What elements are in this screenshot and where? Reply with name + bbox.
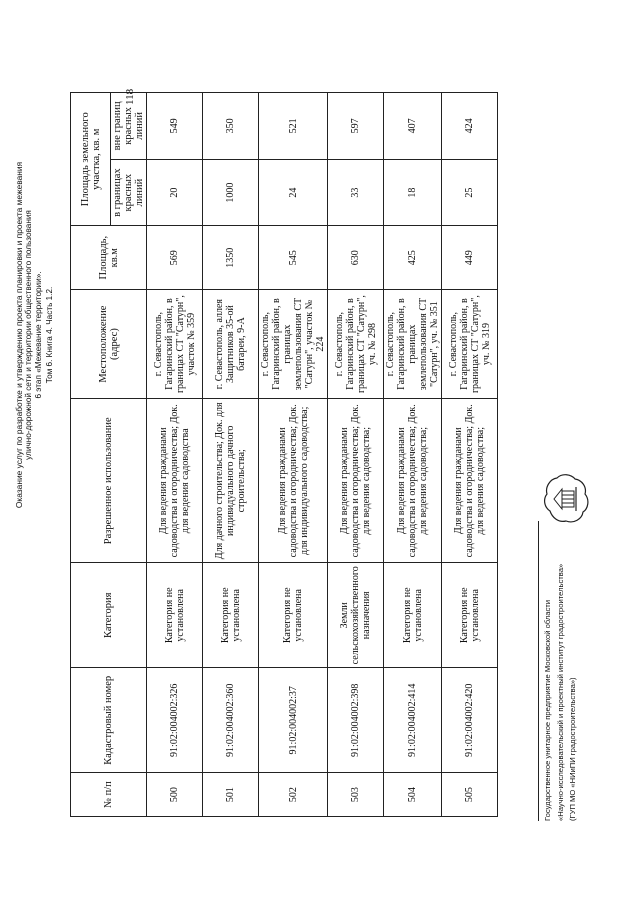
cell-category: Категория не установлена — [203, 563, 259, 668]
header-category: Категория — [71, 563, 147, 668]
header-within: в границах красных линий — [111, 159, 147, 226]
cell-usage: Для дачного строительства; Док. для индивидуального дачного строительства; — [203, 399, 259, 563]
cell-location: г. Севастополь, Гагаринский район, в границах СТ "Сатурн", уч. № 319 — [442, 289, 498, 398]
header-cadastral: Кадастровый номер — [71, 668, 147, 773]
header-usage: Разрешенное использование — [71, 399, 147, 563]
cell-cadastral: 91:02:004002:414 — [384, 668, 442, 773]
cell-cadastral: 91:02:004002:326 — [147, 668, 203, 773]
cell-area: 569 — [147, 226, 203, 289]
cell-usage: Для ведения гражданами садоводства и огородничества; Док. для ведения садоводства — [147, 399, 203, 563]
header-num: № п/п — [71, 773, 147, 817]
cell-category: Категория не установлена — [384, 563, 442, 668]
cell-outside: 350 — [203, 93, 259, 160]
table-row — [259, 93, 328, 817]
cell-within: 25 — [442, 159, 498, 226]
cell-cadastral: 91:02:004002:360 — [203, 668, 259, 773]
cell-outside: 597 — [328, 93, 384, 160]
cell-cadastral: 91:02:004002:420 — [442, 668, 498, 773]
page-number: 118 — [124, 88, 136, 105]
table-row — [147, 93, 203, 817]
header-area: Площадь, кв.м — [71, 226, 147, 289]
cell-usage: Для ведения гражданами садоводства и огородничества; Док. для ведения садоводства; — [442, 399, 498, 563]
cell-location: г. Севастополь, Гагаринский район, в границах землепользования СТ "Сатурн", участок № 224 — [259, 289, 328, 398]
cell-area: 449 — [442, 226, 498, 289]
cell-area: 1350 — [203, 226, 259, 289]
document-footer — [542, 564, 580, 821]
cell-outside: 424 — [442, 93, 498, 160]
cell-usage: Для ведения гражданами садоводства и огородничества; Док. для индивидуального садоводства; — [259, 399, 328, 563]
cell-within: 18 — [384, 159, 442, 226]
cell-num: 500 — [147, 773, 203, 817]
institute-emblem-icon — [540, 471, 592, 527]
cell-num: 501 — [203, 773, 259, 817]
cell-num: 503 — [328, 773, 384, 817]
footer-line-2: «Научно-исследовательский и проектный институт градостроительства» — [555, 563, 565, 821]
table-row — [384, 93, 442, 817]
header-line-4: Том 6. Книга 4. Часть 1.2. — [44, 286, 54, 384]
land-plots-table — [70, 92, 498, 817]
table-row — [328, 93, 384, 817]
cell-area: 545 — [259, 226, 328, 289]
header-location: Местоположение (адрес) — [71, 289, 147, 398]
header-line-1: Оказание услуг по разработке и утверждению проекта планировки и проекта межевания — [14, 161, 24, 509]
cell-area: 630 — [328, 226, 384, 289]
header-line-2: улично-дорожной сети и территории общественного пользования — [24, 210, 34, 460]
cell-cadastral: 91:02:004002:398 — [328, 668, 384, 773]
table-row — [203, 93, 259, 817]
table-row — [442, 93, 498, 817]
cell-location: г. Севастополь, Гагаринский район, в границах землепользования СТ "Сатурн", уч. № 351 — [384, 289, 442, 398]
cell-within: 24 — [259, 159, 328, 226]
cell-location: г. Севастополь, аллея Защитников 35-ой батареи, 9-А — [203, 289, 259, 398]
cell-num: 504 — [384, 773, 442, 817]
cell-location: г. Севастополь, Гагаринский район, в границах СТ "Сатурн", участок № 359 — [147, 289, 203, 398]
cell-within: 20 — [147, 159, 203, 226]
cell-category: Земли сельскохозяйственного назначения — [328, 563, 384, 668]
cell-category: Категория не установлена — [259, 563, 328, 668]
cell-usage: Для ведения гражданами садоводства и огородничества; Док. для ведения садоводства; — [328, 399, 384, 563]
footer-line-1: Государственное унитарное предприятие Московской области — [543, 599, 552, 821]
cell-category: Категория не установлена — [147, 563, 203, 668]
cell-within: 33 — [328, 159, 384, 226]
header-outside: вне границ красных линий — [111, 93, 147, 160]
cell-within: 1000 — [203, 159, 259, 226]
cell-num: 505 — [442, 773, 498, 817]
cell-location: г. Севастополь, Гагаринский район, в границах СТ "Сатурн", уч. № 298 — [328, 289, 384, 398]
cell-num: 502 — [259, 773, 328, 817]
cell-outside: 407 — [384, 93, 442, 160]
cell-category: Категория не установлена — [442, 563, 498, 668]
header-line-3: 6 этап «Межевание территории». — [34, 271, 44, 399]
cell-outside: 549 — [147, 93, 203, 160]
footer-line-3: (ГУП МО «НИиПИ градостроительства») — [568, 677, 577, 821]
footer-divider — [538, 521, 539, 821]
cell-usage: Для ведения гражданами садоводства и огородничества; Док. для ведения садоводства; — [384, 399, 442, 563]
cell-cadastral: 91:02:004002:37 — [259, 668, 328, 773]
header-land-area: Площадь земельного участка, кв. м — [71, 93, 111, 226]
document-header — [14, 55, 55, 615]
cell-outside: 521 — [259, 93, 328, 160]
cell-area: 425 — [384, 226, 442, 289]
